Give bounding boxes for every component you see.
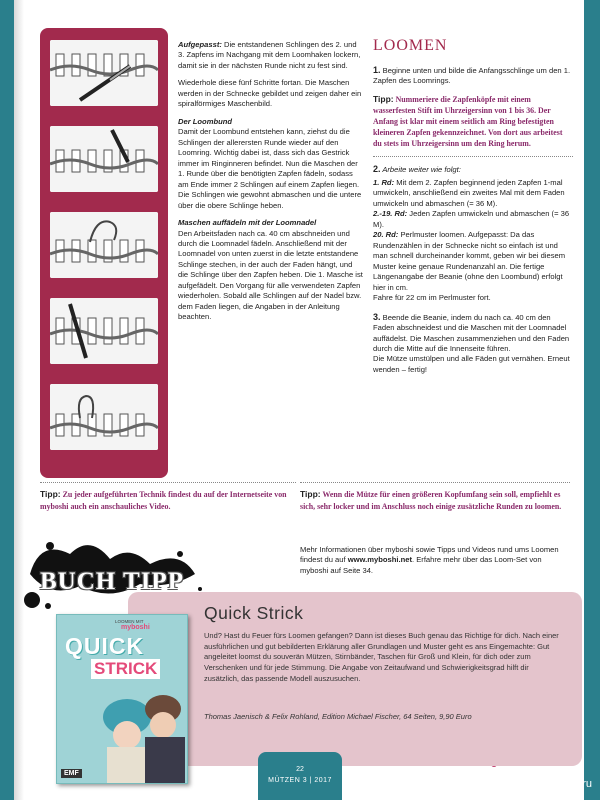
round-20-text-2: Fahre für 22 cm im Perlmuster fort. xyxy=(373,293,491,303)
cover-strick: STRICK xyxy=(91,659,160,679)
tipp-left-label: Tipp: xyxy=(40,489,61,499)
step-2-heading-text: Arbeite weiter wie folgt: xyxy=(380,165,461,175)
step-1-number: 1. xyxy=(373,65,381,75)
watermark: PassionForum.ru xyxy=(508,778,592,790)
cover-emf-logo: EMF xyxy=(61,769,82,778)
book-cover xyxy=(56,614,188,784)
step-3-text-2: Die Mütze umstülpen und alle Fäden gut vernähen. Erneut wenden – fertig! xyxy=(373,354,570,374)
myboshi-link[interactable]: www.myboshi.net xyxy=(347,555,412,565)
step-1-text: Beginne unten und bilde die Anfangsschlinge um den 1. Zapfen des Loomrings. xyxy=(373,66,571,86)
tipp-right-label: Tipp: xyxy=(300,489,321,499)
buch-tipp-label: BUCH TIPP xyxy=(40,568,184,595)
round-1-label: 1. Rd: xyxy=(373,177,395,187)
round-1-text: Mit dem 2. Zapfen beginnend jeden Zapfen 1-mal umwickeln, anschließend ein zweites Mal mit dem Faden umwickeln und abmaschen (= 36 M). xyxy=(373,177,565,208)
aufgepasst-text: Die entstandenen Schlingen des 2. und 3. Zapfens im Nachgang mit dem Loomhaken lockern, damit sie in der nächsten Runde nicht zu fest sind. xyxy=(178,40,361,70)
book-title: Quick Strick xyxy=(204,603,304,623)
cover-quick: QUICK xyxy=(65,633,145,659)
aufgepasst-label: Aufgepasst: xyxy=(178,40,222,49)
loombund-text-2: Die Schlingen wie gewohnt abmaschen und die untere über die obere Schlinge heben. xyxy=(178,190,362,210)
round-20 xyxy=(373,230,573,303)
round-20-label: 20. Rd: xyxy=(373,230,399,240)
tipp-right-text: Wenn die Mütze für einen größeren Kopfumfang sein soll, empfiehlt es sich, sehr locker und im Anschluss noch einige zusätzliche Runden zu loomen. xyxy=(300,490,562,511)
book-description: Und? Hast du Feuer fürs Loomen gefangen? Dann ist dieses Buch genau das Richtige für dich. Nach einer ausführlichen und gut bebilderten Erklärung aller Grundlagen und Muster geht es ans Eingemachte: Gut angeleitet loomst du souverän Mützen, Stirnbänder, Taschen für Groß und Klein, für dich oder zum Verschenken und für jede Stimmung. Die Angabe von Zeitaufwand und Schwierigkeitsgrad hilft dir zusätzlich, das passende Modell auszusuchen. xyxy=(204,631,559,683)
cover-authors: LOOMEN MIT xyxy=(115,619,144,624)
book-credit: Thomas Jaenisch & Felix Rohland, Edition Michael Fischer, 64 Seiten, 9,90 Euro xyxy=(204,712,472,721)
step-2-heading xyxy=(373,163,573,175)
page-fold-shadow xyxy=(14,0,24,800)
tipp-left-text: Zu jeder aufgeführten Technik findest du auf der Internetseite von myboshi auch ein anschauliches Video. xyxy=(40,490,287,511)
loomen-tipp-text: Nummeriere die Zapfenköpfe mit einem wasserfesten Stift im Uhrzeigersinn von 1 bis 36. Der Anfang ist klar mit einem seitlich am Ring befestigten kleineren Zapfen gekennzeichnet. Von dort aus arbeitest du stets im Uhrzeigersinn um den Ring herum. xyxy=(373,94,563,148)
divider xyxy=(373,156,573,157)
maschen-text: Den Arbeitsfaden nach ca. 40 cm abschneiden und durch die Loomnadel fädeln. Anschließend mit der Loomnadel von unten zuerst in die letzte entstandene Schlinge stechen, in der auch der Faden hängt, und die Schlinge über den Zapfen heben. Die 1. Masche ist aufgefädelt. Den Vorgang für alle verwendeten Zapfen wiederholen. Sobald alle Schlingen auf der Nadel bzw. dem Faden liegen, die Angaben in der Anleitung beachten. xyxy=(178,228,363,322)
loombund-text: Damit der Loombund entstehen kann, ziehst du die Schlingen der allerersten Runde wieder auf den Loomring. Wichtig dabei ist, dass sich das Gestrick immer im Ringinneren befindet. Nun die Maschen der 1. Runde über die benötigten Zapfen fädeln, sodass am Ende immer 2 Schlingen auf einem Zapfen liegen. xyxy=(178,127,360,189)
tipp-left xyxy=(40,488,290,513)
aufgepasst-paragraph xyxy=(178,40,364,71)
right-text-column xyxy=(373,64,573,382)
illustration-step-4 xyxy=(50,298,158,364)
maschen-paragraph xyxy=(178,218,364,323)
tipp-left-divider xyxy=(40,482,296,483)
illustration-step-2 xyxy=(50,126,158,192)
maschen-heading: Maschen auffädeln mit der Loomnadel xyxy=(178,218,317,228)
step-3-text: Beende die Beanie, indem du nach ca. 40 cm den Faden abschneidest und die Maschen mit der Loomnadel auffädelst. Die Maschen zusammenziehen und den Faden durch die Mitte auf die Innenseite führen. xyxy=(373,312,570,353)
illustration-step-3 xyxy=(50,212,158,278)
illustration-step-5 xyxy=(50,384,158,450)
info-text-b: . Erfahre mehr über das Loom-Set von myboshi auf Seite 34. xyxy=(300,555,542,575)
tipp-right xyxy=(300,488,570,513)
illustration-panel xyxy=(40,28,168,478)
loomen-title: LOOMEN xyxy=(373,37,448,54)
cover-people-photo-icon xyxy=(97,681,188,784)
step-1 xyxy=(373,64,573,87)
loomen-tipp-label: Tipp: xyxy=(373,93,394,104)
repeat-paragraph: Wiederhole diese fünf Schritte fortan. Die Maschen werden in der Schnecke gebildet und zeigen daher ein spiralförmiges Maschenbild. xyxy=(178,78,362,109)
info-paragraph xyxy=(300,545,570,576)
info-text-a: Mehr Informationen über myboshi sowie Tipps und Videos rund ums Loomen findest du auf xyxy=(300,545,559,565)
round-2-19 xyxy=(373,209,573,230)
loomen-tipp xyxy=(373,94,573,150)
round-2-19-text: Jeden Zapfen umwickeln und abmaschen (= 36 M). xyxy=(373,209,570,229)
page-number: 22 xyxy=(296,766,304,773)
cover-brand: myboshi xyxy=(121,624,150,631)
magazine-issue: MÜTZEN 3 | 2017 xyxy=(268,777,332,784)
step-3-number: 3. xyxy=(373,311,381,322)
round-2-19-label: 2.-19. Rd: xyxy=(373,209,408,219)
round-1 xyxy=(373,178,573,209)
illustration-step-1 xyxy=(50,40,158,106)
loombund-paragraph xyxy=(178,117,364,211)
round-20-text: Perlmuster loomen. Aufgepasst: Da das Rundenzählen in der Schnecke nicht so einfach ist und man schnell durcheinander kommt, geben wir bei diesem Muster keine genaue Rundenanzahl an. Die fertige Längenangabe der Beanie (ohne den Loombund) erfolgt hier in cm. xyxy=(373,230,566,292)
step-3 xyxy=(373,311,573,376)
tipp-right-divider xyxy=(300,482,570,483)
footer-tab xyxy=(258,752,342,800)
left-text-column xyxy=(178,40,364,330)
step-2-number: 2. xyxy=(373,164,381,175)
loombund-heading: Der Loombund xyxy=(178,116,232,126)
